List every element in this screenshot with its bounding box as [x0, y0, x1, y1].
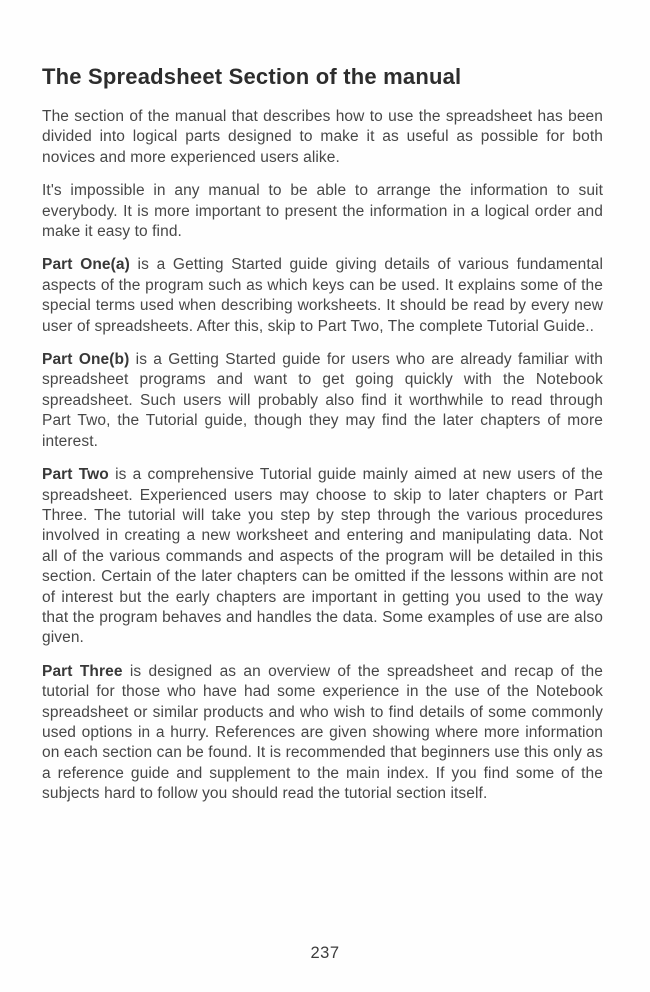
page-number: 237 [310, 944, 340, 962]
paragraph [42, 662, 603, 805]
paragraph-text: is a comprehensive Tutorial guide mainly aimed at new users of the spreadsheet. Experienced users may choose to skip to later chapters or Part Three. The tutorial will take you step by step through the various procedures involved in creating a new worksheet and entering and manipulating data. Not all of the various commands and aspects of the program will be detailed in this section. Certain of the later chapters can be omitted if the lessons within are not of interest but the early chapters are important in getting you used to the way that the program behaves and handles the data. Some examples of use are also given. [42, 466, 604, 647]
paragraph-lead: Part Two [42, 466, 109, 484]
paragraph-lead: Part One(a) [42, 256, 130, 274]
paragraph [42, 107, 603, 168]
paragraph-lead: Part Three [42, 662, 123, 680]
page-title: The Spreadsheet Section of the manual [42, 64, 462, 89]
paragraph-text: The section of the manual that describes how to use the spreadsheet has been divided into logical parts designed to make it as useful as possible for both novices and more experienced users alike. [42, 108, 603, 166]
paragraph [42, 255, 603, 337]
paragraph-text: It's impossible in any manual to be able to arrange the information to suit everybody. It is more important to present the information in a logical order and make it easy to find. [42, 182, 603, 241]
paragraph [42, 465, 603, 649]
paragraph [42, 181, 603, 242]
paragraph-text: is a Getting Started guide for users who are already familiar with spreadsheet programs and want to get going quickly with the Notebook spreadsheet. Such users will probably also find it worthwhile to read through Part Two, the Tutorial guide, though they may find the later chapters of more interest. [42, 351, 604, 450]
paragraph-text: is a Getting Started guide giving details of various fundamental aspects of the program such as which keys can be used. It explains some of the special terms used when describing worksheets. It should be read by every new user of spreadsheets. After this, skip to Part Two, The complete Tutorial Guide.. [42, 256, 603, 335]
paragraph-lead: Part One(b) [42, 351, 130, 369]
paragraph-text: is designed as an overview of the spreadsheet and recap of the tutorial for those who have had some experience in the use of the Notebook spreadsheet or similar products and who wish to find details of some commonly used options in a hurry. References are given showing where more information on each section can be found. It is recommended that beginners use this only as a reference guide and supplement to the main index. If you find some of the subjects hard to follow you should read the tutorial section itself. [42, 662, 603, 803]
paragraph [42, 350, 603, 452]
